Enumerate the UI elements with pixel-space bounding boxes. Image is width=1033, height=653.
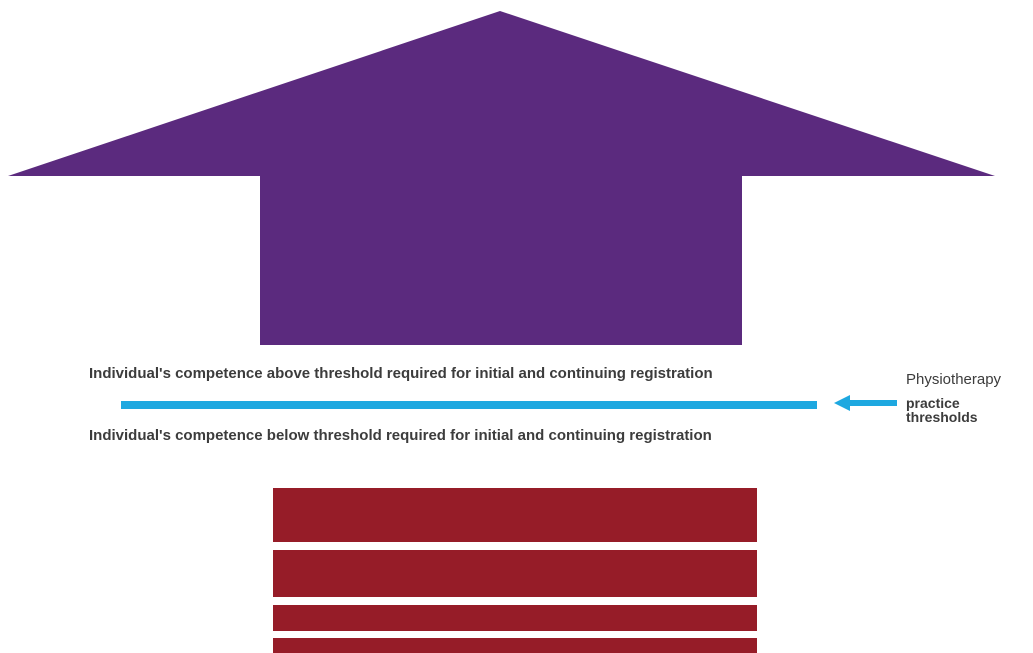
- bar: [273, 638, 757, 653]
- threshold-line: [121, 401, 817, 409]
- above-threshold-text: Individual's competence above threshold required for initial and continuing registration: [89, 365, 713, 382]
- threshold-label: [906, 371, 1031, 424]
- bar: [273, 550, 757, 597]
- large-up-arrow-icon: [8, 11, 995, 345]
- bar: [273, 488, 757, 542]
- bar-stack: [273, 488, 757, 653]
- below-threshold-text: Individual's competence below threshold required for initial and continuing registration: [89, 427, 712, 444]
- threshold-label-line2: practice: [906, 395, 960, 411]
- bar: [273, 605, 757, 631]
- threshold-label-line1: Physiotherapy: [906, 371, 1002, 388]
- left-arrow-icon: [834, 395, 897, 411]
- threshold-label-line3: thresholds: [906, 409, 978, 425]
